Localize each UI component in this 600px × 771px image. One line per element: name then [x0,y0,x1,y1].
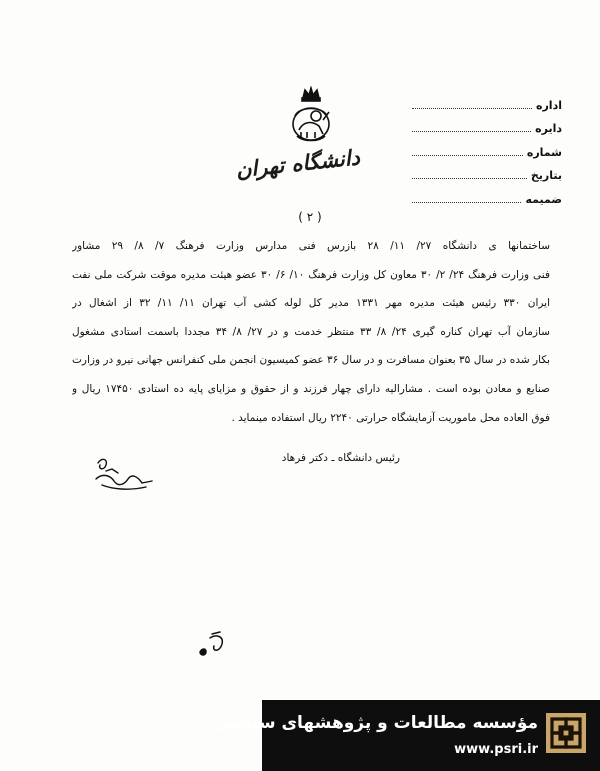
body-line: ساختمانها ی دانشگاه ۲۷/ ۱۱/ ۲۸ بازرس فنی مدارس وزارت فرهنگ ۷/ ۸/ ۲۹ مشاور [72,240,550,252]
field-label: شماره [526,145,562,159]
field-section [412,112,562,136]
field-label: دایره [535,122,562,135]
field-dotted-line [412,178,527,179]
field-date [412,159,562,183]
field-dotted-line [412,131,531,132]
handwritten-mark-icon [194,628,230,658]
institute-name: مؤسسه مطالعات و پژوهشهای سیاسی [211,713,538,733]
document-body [72,232,550,432]
handwritten-signature-icon [92,455,172,495]
letterhead-fields [412,88,562,206]
body-line: بکار شده در سال ۳۵ بعنوان مسافرت و در سال ۳۶ عضو کمیسیون انجمن ملی کنفرانس جهانی نیرو در وزارت [72,354,550,367]
field-dotted-line [412,108,532,109]
university-name: دانشگاه تهران [234,144,362,183]
field-label: ضمیمه [525,192,562,206]
field-attachment [412,182,562,206]
body-line: صنایع و معادن بوده است . مشارالیه دارای چهار فرزند و از حقوق و مزایای پایه ده استادی ۱۷۴۵۰ ریال و [72,382,550,395]
field-department [412,88,562,112]
body-line: ایران ۳۳۰ رئیس هیئت مدیره مهر ۱۳۳۱ مدیر کل لوله کشی آب تهران ۱۱/ ۱۱/ ۳۲ از اشغال در [72,297,550,310]
field-label: اداره [535,98,562,112]
field-dotted-line [412,155,523,156]
institute-footer [211,700,600,771]
body-line: فوق العاده محل ماموریت آزمایشگاه حرارتی ۲۲۴۰ ریال استفاده مینماید . [231,411,550,424]
signature-text: رئیس دانشگاه ـ دکتر فرهاد [281,452,400,464]
body-line: فنی وزارت فرهنگ ۲۴/ ۲/ ۳۰ معاون کل وزارت فرهنگ ۱۰/ ۶/ ۳۰ عضو هیئت مدیره موقت شرکت ملی نفت [72,268,550,281]
field-dotted-line [412,202,521,203]
body-line: سازمان آب تهران کناره گیری ۲۴/ ۸/ ۳۳ منتظر خدمت و در ۲۷/ ۸/ ۳۴ مجددا باسمت استادی مشغول [72,325,550,338]
psri-knot-logo [546,713,586,753]
lion-and-sun-crown-emblem [289,86,333,144]
field-label: بتاریخ [530,169,562,182]
field-number [412,135,562,159]
institute-url-link[interactable]: www.psri.ir [454,742,538,757]
page-number: ( ۲ ) [298,210,322,224]
